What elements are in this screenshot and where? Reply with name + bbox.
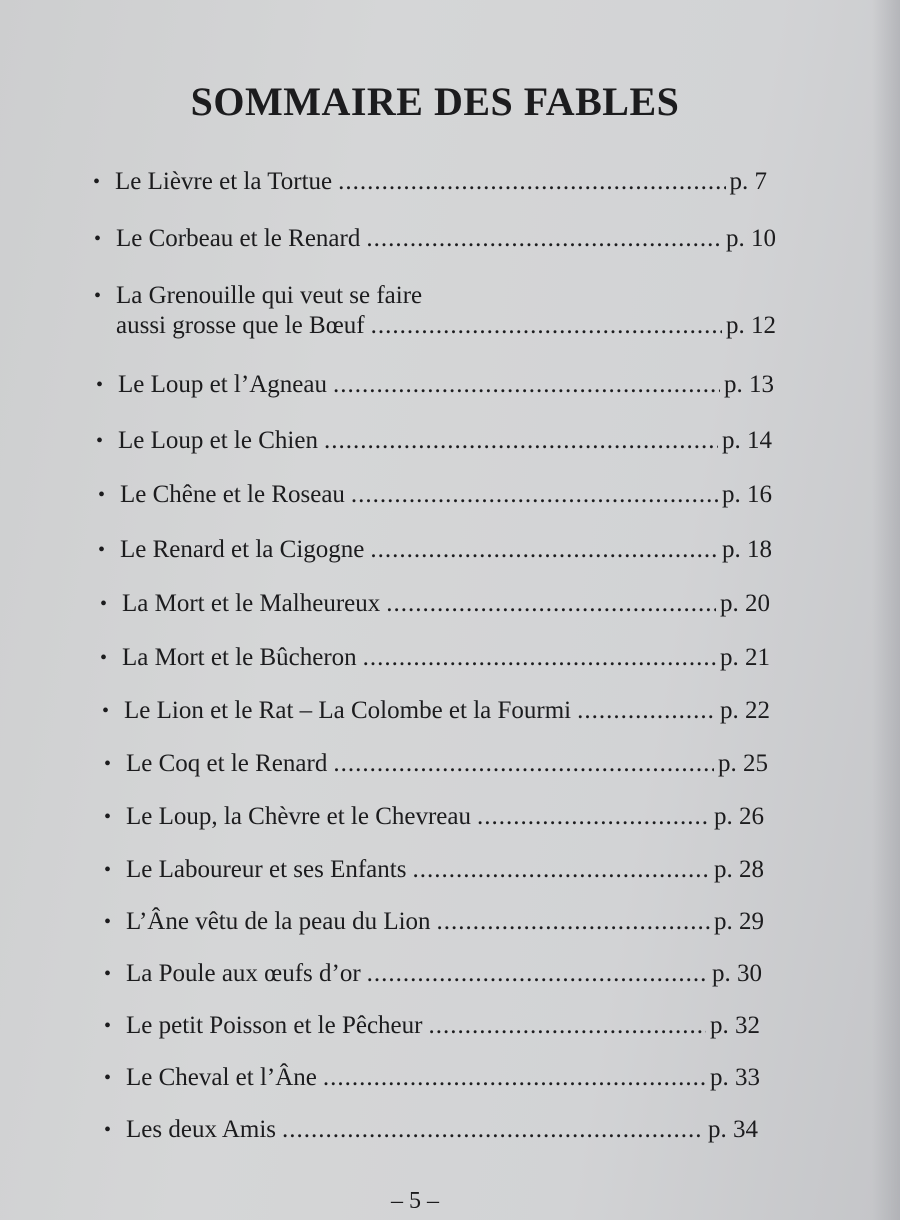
bullet-icon: • xyxy=(93,171,101,193)
entry-page: p. 10 xyxy=(726,225,776,252)
entry-page: p. 33 xyxy=(710,1064,760,1091)
toc-entry xyxy=(104,855,764,885)
page-number: – 5 – xyxy=(391,1188,439,1214)
entry-title: Le Lièvre et la Tortue xyxy=(115,168,333,195)
entry-title: Le Lion et le Rat – La Colombe et la Fourmi xyxy=(124,697,572,724)
entry-page: p. 18 xyxy=(722,536,772,563)
bullet-icon: • xyxy=(104,806,112,828)
entry-page: p. 20 xyxy=(720,590,770,617)
toc-entry xyxy=(104,1011,760,1041)
bullet-icon: • xyxy=(104,911,112,933)
dot-leader xyxy=(577,696,716,726)
toc-entry xyxy=(104,1063,760,1093)
dot-leader xyxy=(367,959,708,989)
entry-title: aussi grosse que le Bœuf xyxy=(116,312,365,339)
entry-page: p. 13 xyxy=(724,371,774,398)
bullet-icon: • xyxy=(94,228,102,250)
toc-entry xyxy=(104,959,762,989)
dot-leader xyxy=(323,1063,706,1093)
dot-leader xyxy=(370,535,718,565)
entry-title: La Mort et le Bûcheron xyxy=(122,644,357,671)
bullet-icon: • xyxy=(98,539,106,561)
entry-title: Le Loup et l’Agneau xyxy=(118,371,327,398)
entry-page: p. 29 xyxy=(714,908,764,935)
bullet-icon: • xyxy=(100,593,108,615)
toc-entry xyxy=(104,1115,758,1145)
entry-page: p. 16 xyxy=(722,481,772,508)
entry-title: Le Coq et le Renard xyxy=(126,750,328,777)
bullet-icon: • xyxy=(96,430,104,452)
dot-leader xyxy=(333,370,720,400)
entry-title: Le petit Poisson et le Pêcheur xyxy=(126,1012,423,1039)
entry-title: La Poule aux œufs d’or xyxy=(126,960,361,987)
entry-title: La Mort et le Malheureux xyxy=(122,590,381,617)
entry-title-line1: La Grenouille qui veut se faire xyxy=(116,282,423,309)
toc-entry xyxy=(98,480,772,510)
entry-title: Le Loup, la Chèvre et le Chevreau xyxy=(126,803,471,830)
dot-leader xyxy=(371,311,722,341)
bullet-icon: • xyxy=(98,484,106,506)
toc-entry xyxy=(104,907,764,937)
dot-leader xyxy=(338,167,725,197)
entry-page: p. 14 xyxy=(722,427,772,454)
bullet-icon: • xyxy=(96,374,104,396)
entry-title: Le Laboureur et ses Enfants xyxy=(126,856,407,883)
bullet-icon: • xyxy=(104,1015,112,1037)
dot-leader xyxy=(363,643,716,673)
toc-entry xyxy=(102,696,770,726)
entry-title: Le Cheval et l’Âne xyxy=(126,1064,317,1091)
toc-entry xyxy=(93,167,767,197)
toc-entry xyxy=(96,426,772,456)
toc-entry xyxy=(104,802,764,832)
bullet-icon: • xyxy=(100,647,108,669)
entry-page: p. 21 xyxy=(720,644,770,671)
bullet-icon: • xyxy=(104,1067,112,1089)
toc-entry xyxy=(96,370,774,400)
entry-page: p. 32 xyxy=(710,1012,760,1039)
entry-title: Le Renard et la Cigogne xyxy=(120,536,365,563)
toc-entry xyxy=(98,535,772,565)
entry-title: Le Chêne et le Roseau xyxy=(120,481,345,508)
toc-entry xyxy=(100,643,770,673)
entry-page: p. 28 xyxy=(714,856,764,883)
entry-page: p. 7 xyxy=(729,168,767,195)
dot-leader xyxy=(412,855,710,885)
entry-page: p. 26 xyxy=(714,803,764,830)
entry-page: p. 22 xyxy=(720,697,770,724)
dot-leader xyxy=(333,749,714,779)
entry-page: p. 25 xyxy=(718,750,768,777)
entry-title: Le Loup et le Chien xyxy=(118,427,318,454)
entry-title: L’Âne vêtu de la peau du Lion xyxy=(126,908,431,935)
page-title: SOMMAIRE DES FABLES xyxy=(190,79,680,124)
dot-leader xyxy=(477,802,710,832)
toc-entry xyxy=(104,749,768,779)
dot-leader xyxy=(386,589,716,619)
toc-entry xyxy=(94,224,776,254)
entry-page: p. 30 xyxy=(712,960,762,987)
dot-leader xyxy=(351,480,718,510)
dot-leader xyxy=(282,1115,704,1145)
bullet-icon: • xyxy=(104,1119,112,1141)
toc-entry xyxy=(94,281,776,341)
bullet-icon: • xyxy=(94,285,102,307)
dot-leader xyxy=(437,907,710,937)
dot-leader xyxy=(428,1011,706,1041)
dot-leader xyxy=(324,426,718,456)
entry-page: p. 34 xyxy=(708,1116,758,1143)
bullet-icon: • xyxy=(102,700,110,722)
entry-title: Le Corbeau et le Renard xyxy=(116,225,361,252)
bullet-icon: • xyxy=(104,753,112,775)
bullet-icon: • xyxy=(104,859,112,881)
toc-entry xyxy=(100,589,770,619)
bullet-icon: • xyxy=(104,963,112,985)
entry-title: Les deux Amis xyxy=(126,1116,276,1143)
dot-leader xyxy=(366,224,722,254)
entry-page: p. 12 xyxy=(726,312,776,339)
